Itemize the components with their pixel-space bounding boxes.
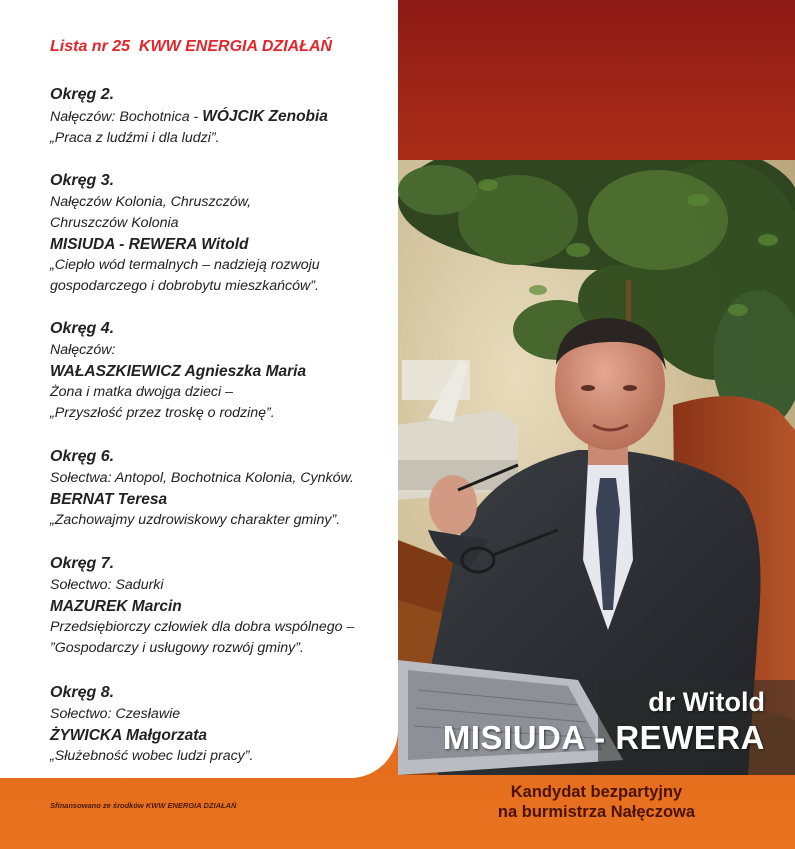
district-area: Nałęczów Kolonia, Chruszczów,: [50, 194, 252, 210]
district-area: Sołectwa: Antopol, Bochotnica Kolonia, Cynków.: [50, 470, 354, 486]
candidate-slogan: „Zachowajmy uzdrowiskowy charakter gminy”.: [50, 512, 341, 528]
district-2: [50, 84, 395, 149]
list-title: Lista nr 25 KWW ENERGIA DZIAŁAŃ: [50, 38, 333, 55]
candidate-slogan: ”Gospodarczy i usługowy rozwój gminy”.: [50, 640, 304, 656]
district-4: [50, 318, 395, 424]
district-7: [50, 553, 395, 659]
candidate-slogan: „Służebność wobec ludzi pracy”.: [50, 748, 254, 764]
candidate-list-panel: [0, 0, 398, 778]
candidate-title-line2: MISIUDA - REWERA: [442, 719, 765, 756]
candidate-name: MAZUREK Marcin: [50, 598, 182, 615]
candidate-name: MISIUDA - REWERA Witold: [50, 236, 249, 253]
district-heading: Okręg 8.: [50, 684, 115, 701]
candidate-name: BERNAT Teresa: [50, 491, 168, 508]
district-heading: Okręg 4.: [50, 320, 115, 337]
candidate-tagline: [398, 782, 795, 822]
candidate-name: WÓJCIK Zenobia: [202, 108, 328, 125]
candidate-slogan: „Praca z ludźmi i dla ludzi”.: [50, 130, 220, 146]
financing-footnote: Sfinansowano ze środków KWW ENERGIA DZIAŁAŃ: [50, 801, 237, 810]
tagline-line2: na burmistrza Nałęczowa: [497, 803, 696, 821]
candidate-title-line1: dr Witold: [648, 687, 765, 717]
district-area: Sołectwo: Czesławie: [50, 706, 181, 722]
candidate-note: Żona i matka dwojga dzieci –: [50, 384, 233, 400]
district-3: [50, 170, 395, 297]
district-6: [50, 446, 395, 531]
candidate-photo: [398, 160, 795, 775]
district-area: Chruszczów Kolonia: [50, 215, 179, 231]
district-heading: Okręg 2.: [50, 86, 115, 103]
candidate-note: Przedsiębiorczy człowiek dla dobra wspólnego –: [50, 619, 355, 635]
district-heading: Okręg 6.: [50, 448, 115, 465]
district-area: Sołectwo: Sadurki: [50, 577, 164, 593]
district-heading: Okręg 3.: [50, 172, 115, 189]
district-heading: Okręg 7.: [50, 555, 115, 572]
candidate-title: [443, 686, 765, 758]
candidate-portrait-illustration: [398, 160, 795, 775]
candidate-slogan: „Przyszłość przez troskę o rodzinę”.: [50, 405, 275, 421]
district-8: [50, 682, 395, 767]
candidate-slogan: „Ciepło wód termalnych – nadzieją rozwoju: [50, 257, 320, 273]
district-area: Nałęczów:: [50, 342, 116, 358]
candidate-name: WAŁASZKIEWICZ Agnieszka Maria: [50, 363, 307, 380]
candidate-slogan: gospodarczego i dobrobytu mieszkańców”.: [50, 278, 319, 294]
candidate-name: ŻYWICKA Małgorzata: [50, 727, 208, 744]
tagline-line1: Kandydat bezpartyjny: [510, 783, 683, 801]
district-area: Nałęczów: Bochotnica - WÓJCIK Zenobia: [50, 108, 328, 125]
